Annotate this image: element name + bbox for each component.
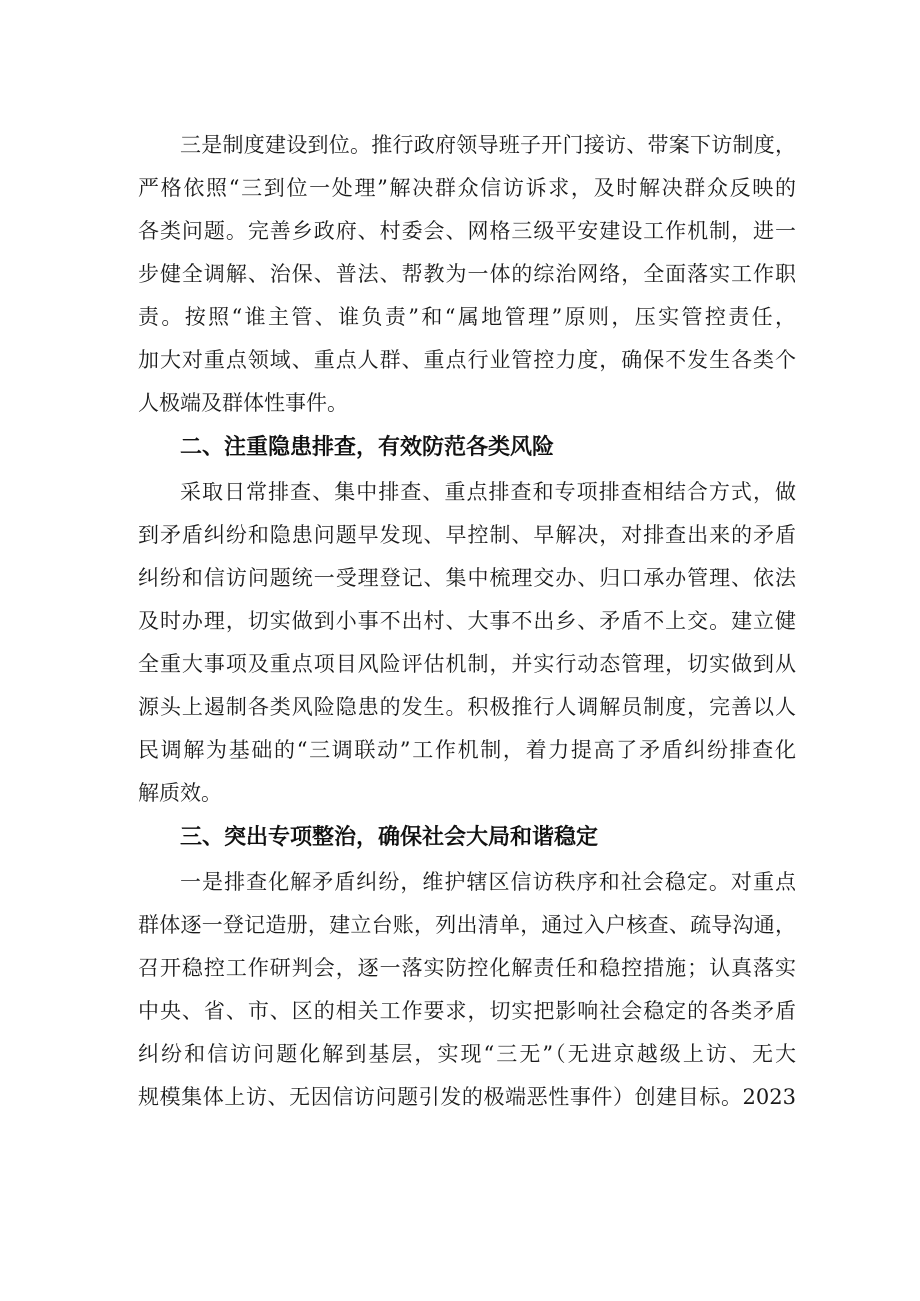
text-line: 中央、省、市、区的相关工作要求，切实把影响社会稳定的各类矛盾 bbox=[138, 999, 796, 1023]
text-line: 加大对重点领域、重点人群、重点行业管控力度，确保不发生各类个 bbox=[138, 348, 796, 372]
text-line: 责。按照“谁主管、谁负责”和“属地管理”原则，压实管控责任， bbox=[138, 305, 796, 329]
text-line: 及时办理，切实做到小事不出村、大事不出乡、矛盾不上交。建立健 bbox=[138, 609, 796, 633]
text-line: 采取日常排查、集中排查、重点排查和专项排查相结合方式，做 bbox=[180, 480, 796, 504]
text-line: 到矛盾纠纷和隐患问题早发现、早控制、早解决，对排查出来的矛盾 bbox=[138, 523, 796, 547]
text-line: 民调解为基础的“三调联动”工作机制，着力提高了矛盾纠纷排查化 bbox=[138, 738, 796, 762]
text-line: 各类问题。完善乡政府、村委会、网格三级平安建设工作机制，进一 bbox=[138, 219, 796, 243]
text-line: 三是制度建设到位。推行政府领导班子开门接访、带案下访制度， bbox=[180, 133, 796, 157]
text-line: 一是排查化解矛盾纠纷，维护辖区信访秩序和社会稳定。对重点 bbox=[180, 870, 796, 894]
text-line: 规模集体上访、无因信访问题引发的极端恶性事件）创建目标。2023 bbox=[138, 1085, 796, 1109]
section-heading-2: 二、注重隐患排查，有效防范各类风险 bbox=[180, 435, 555, 460]
text-line: 步健全调解、治保、普法、帮教为一体的综治网络，全面落实工作职 bbox=[138, 262, 796, 286]
text-line: 严格依照“三到位一处理”解决群众信访诉求，及时解决群众反映的 bbox=[138, 176, 796, 200]
document-body bbox=[138, 124, 796, 1119]
section-heading-3: 三、突出专项整治，确保社会大局和谐稳定 bbox=[180, 825, 599, 850]
paragraph-risk-screening bbox=[138, 471, 796, 815]
text-line: 人极端及群体性事件。 bbox=[138, 391, 348, 415]
text-line: 源头上遏制各类风险隐患的发生。积极推行人调解员制度，完善以人 bbox=[138, 695, 796, 719]
paragraph-institution-building bbox=[138, 124, 796, 425]
text-line: 群体逐一登记造册，建立台账，列出清单，通过入户核查、疏导沟通， bbox=[138, 913, 796, 937]
text-line: 召开稳控工作研判会，逐一落实防控化解责任和稳控措施；认真落实 bbox=[138, 956, 796, 980]
text-line: 全重大事项及重点项目风险评估机制，并实行动态管理，切实做到从 bbox=[138, 652, 796, 676]
text-line: 解质效。 bbox=[138, 781, 222, 805]
paragraph-special-rectification bbox=[138, 861, 796, 1119]
text-line: 纠纷和信访问题化解到基层，实现“三无”（无进京越级上访、无大 bbox=[138, 1042, 796, 1066]
text-line: 纠纷和信访问题统一受理登记、集中梳理交办、归口承办管理、依法 bbox=[138, 566, 796, 590]
